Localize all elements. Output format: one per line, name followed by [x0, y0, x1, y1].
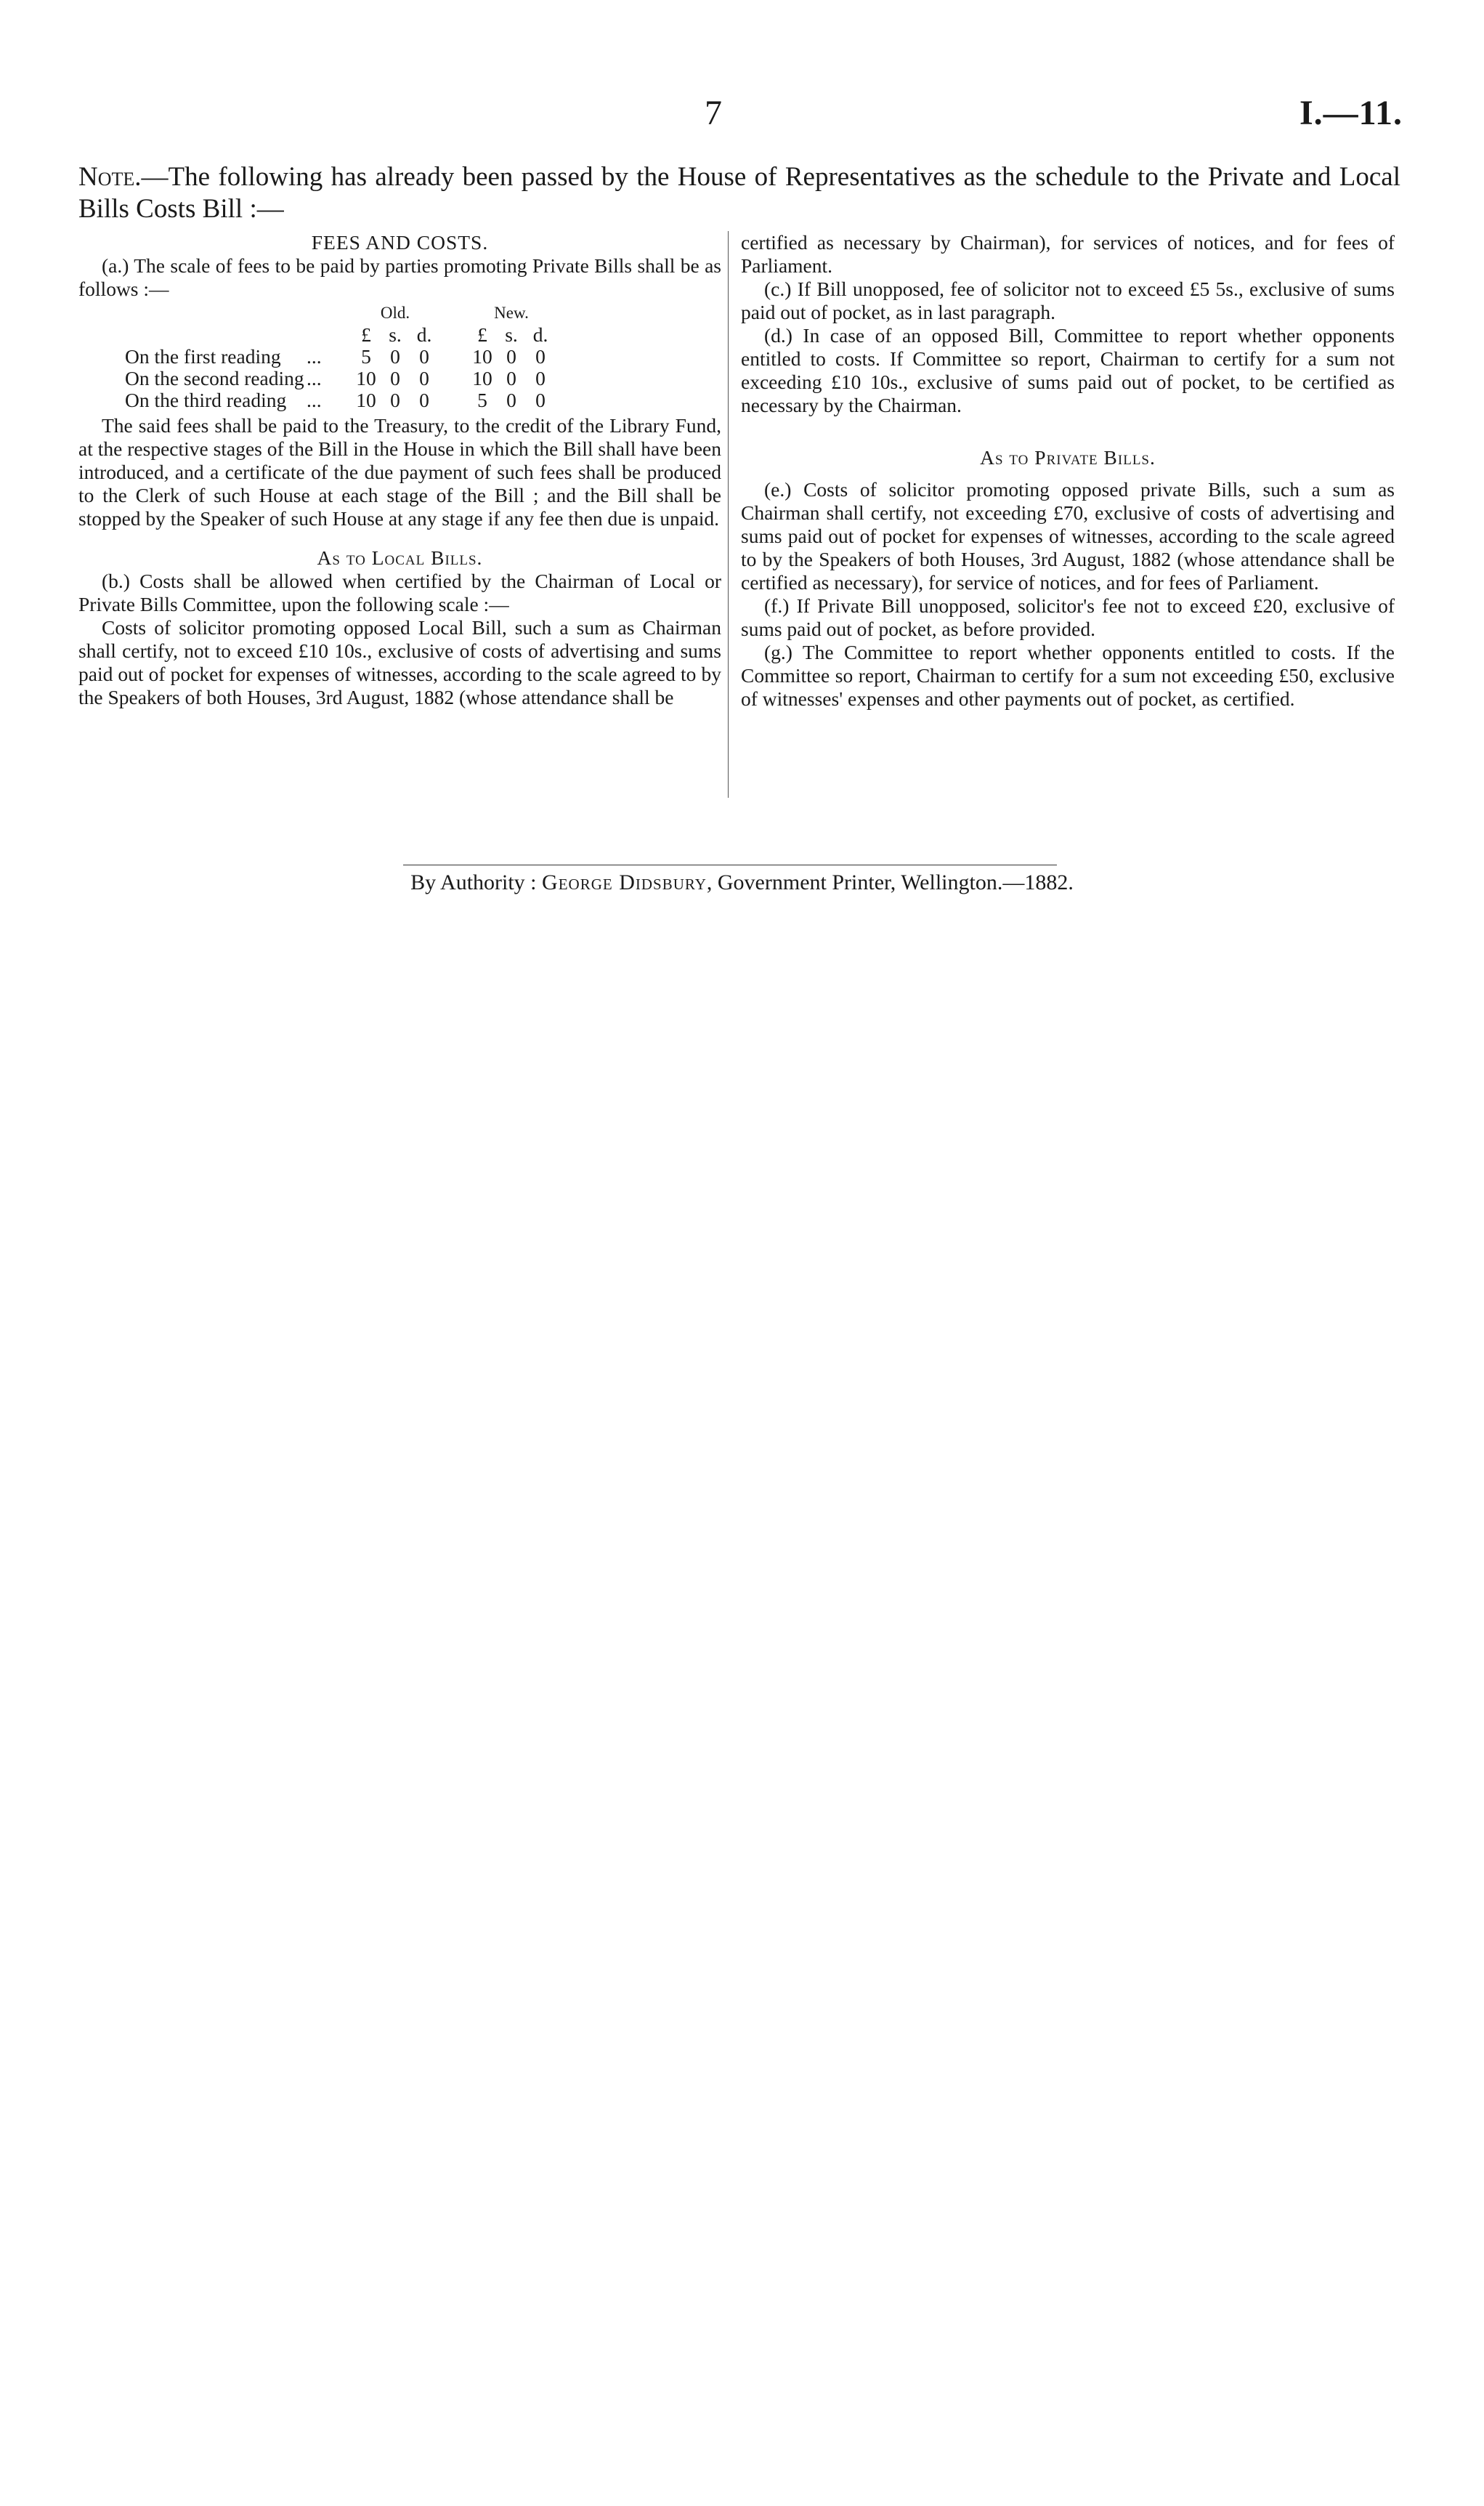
cell-value: 5: [477, 389, 487, 411]
paragraph-b: (b.) Costs shall be allowed when certified by the Chairman of Local or Private Bills Committee, upon the following scale :—: [78, 570, 721, 615]
cell-value: 0: [390, 389, 400, 411]
cell-value: 0: [419, 345, 429, 368]
paragraph-continued: certified as necessary by Chairman), for services of notices, and for fees of Parliament.: [741, 231, 1395, 277]
column-divider: [728, 231, 729, 798]
row-leader: ...: [307, 345, 322, 368]
unit-pounds-new: £: [477, 323, 487, 346]
cell-value: 0: [535, 389, 546, 411]
cell-value: 10: [356, 367, 376, 389]
heading-fees-and-costs: FEES AND COSTS.: [311, 231, 489, 254]
cell-value: 0: [535, 345, 546, 368]
cell-value: 0: [506, 389, 516, 411]
cell-value: 0: [506, 345, 516, 368]
paragraph-d: (d.) In case of an opposed Bill, Committee to report whether opponents entitled to costs. If Committee so report, Chairman to certify for a sum not exceeding £10 10s., exclusive of sums paid out of pocket, to be certified as necessary by the Chairman.: [741, 324, 1395, 416]
note-text: —The following has already been passed by the House of Representatives as the schedule to the Private and Local Bills Costs Bill :—: [78, 162, 1400, 224]
fees-table-units-row: [125, 324, 555, 346]
page-number: 7: [705, 94, 722, 132]
fees-table: [125, 302, 555, 411]
paragraph-fees-paid: The said fees shall be paid to the Treasury, to the credit of the Library Fund, at the respective stages of the Bill in the House in which the Bill shall have been introduced, and a certificate of the due payment of such fees shall be produced to the Clerk of such House at each stage of the Bill ; and the Bill shall be stopped by the Speaker of such House at any stage if any fee then due is unpaid.: [78, 414, 721, 530]
right-column: [741, 231, 1395, 711]
cell-value: 10: [472, 345, 492, 368]
document-reference: I.—11.: [1299, 94, 1403, 132]
cell-value: 0: [419, 389, 429, 411]
table-row: [125, 389, 555, 411]
heading-local-bills: As to Local Bills.: [317, 546, 483, 569]
note-lead: Note.: [78, 162, 142, 192]
cell-value: 0: [419, 367, 429, 389]
paragraph-e: (e.) Costs of solicitor promoting opposed private Bills, such a sum as Chairman shall certify, not exceeding £70, exclusive of costs of advertising and sums paid out of pocket for expenses of witnesses, according to the scale agreed to by the Speakers of both Houses, 3rd August, 1882 (whose attendance shall be certified as necessary), for service of notices, and for fees of Parliament.: [741, 478, 1395, 594]
cell-value: 0: [390, 345, 400, 368]
left-column: [78, 231, 721, 709]
heading-private-bills: As to Private Bills.: [980, 446, 1156, 469]
row-label: On the first reading: [125, 345, 281, 368]
printer-imprint: [0, 870, 1484, 895]
cell-value: 0: [535, 367, 546, 389]
unit-shillings-old: s.: [389, 323, 402, 346]
cell-value: 10: [472, 367, 492, 389]
unit-pounds-old: £: [361, 323, 371, 346]
cell-value: 10: [356, 389, 376, 411]
cell-value: 5: [361, 345, 371, 368]
cell-value: 0: [390, 367, 400, 389]
printer-name: George Didsbury: [542, 870, 707, 894]
paragraph-c: (c.) If Bill unopposed, fee of solicitor not to exceed £5 5s., exclusive of sums paid out of pocket, as in last paragraph.: [741, 278, 1395, 323]
note-paragraph: [78, 161, 1400, 225]
unit-pence-old: d.: [416, 323, 432, 346]
paragraph-g: (g.) The Committee to report whether opponents entitled to costs. If the Committee so report, Chairman to certify for a sum not exceeding £50, exclusive of witnesses' expenses and other payments out of pocket, as certified.: [741, 641, 1395, 710]
group-old-label: Old.: [380, 304, 410, 322]
row-leader: ...: [307, 367, 322, 389]
unit-shillings-new: s.: [505, 323, 518, 346]
group-new-label: New.: [494, 304, 529, 322]
unit-pence-new: d.: [532, 323, 548, 346]
table-row: [125, 346, 555, 368]
paragraph-a: (a.) The scale of fees to be paid by parties promoting Private Bills shall be as follows :—: [78, 254, 721, 300]
imprint-prefix: By Authority :: [410, 870, 543, 894]
row-label: On the third reading: [125, 389, 287, 411]
row-leader: ...: [307, 389, 322, 411]
table-row: [125, 368, 555, 389]
paragraph-costs-local: Costs of solicitor promoting opposed Local Bill, such a sum as Chairman shall certify, not to exceed £10 10s., exclusive of costs of advertising and sums paid out of pocket for expenses of witnesses, according to the scale agreed to by the Speakers of both Houses, 3rd August, 1882 (whose attendance shall be: [78, 616, 721, 708]
paragraph-f: (f.) If Private Bill unopposed, solicitor's fee not to exceed £20, exclusive of sums paid out of pocket, as before provided.: [741, 594, 1395, 640]
row-label: On the second reading: [125, 367, 304, 389]
fees-table-group-header: [125, 302, 555, 324]
cell-value: 0: [506, 367, 516, 389]
imprint-suffix: , Government Printer, Wellington.—1882.: [706, 870, 1074, 894]
